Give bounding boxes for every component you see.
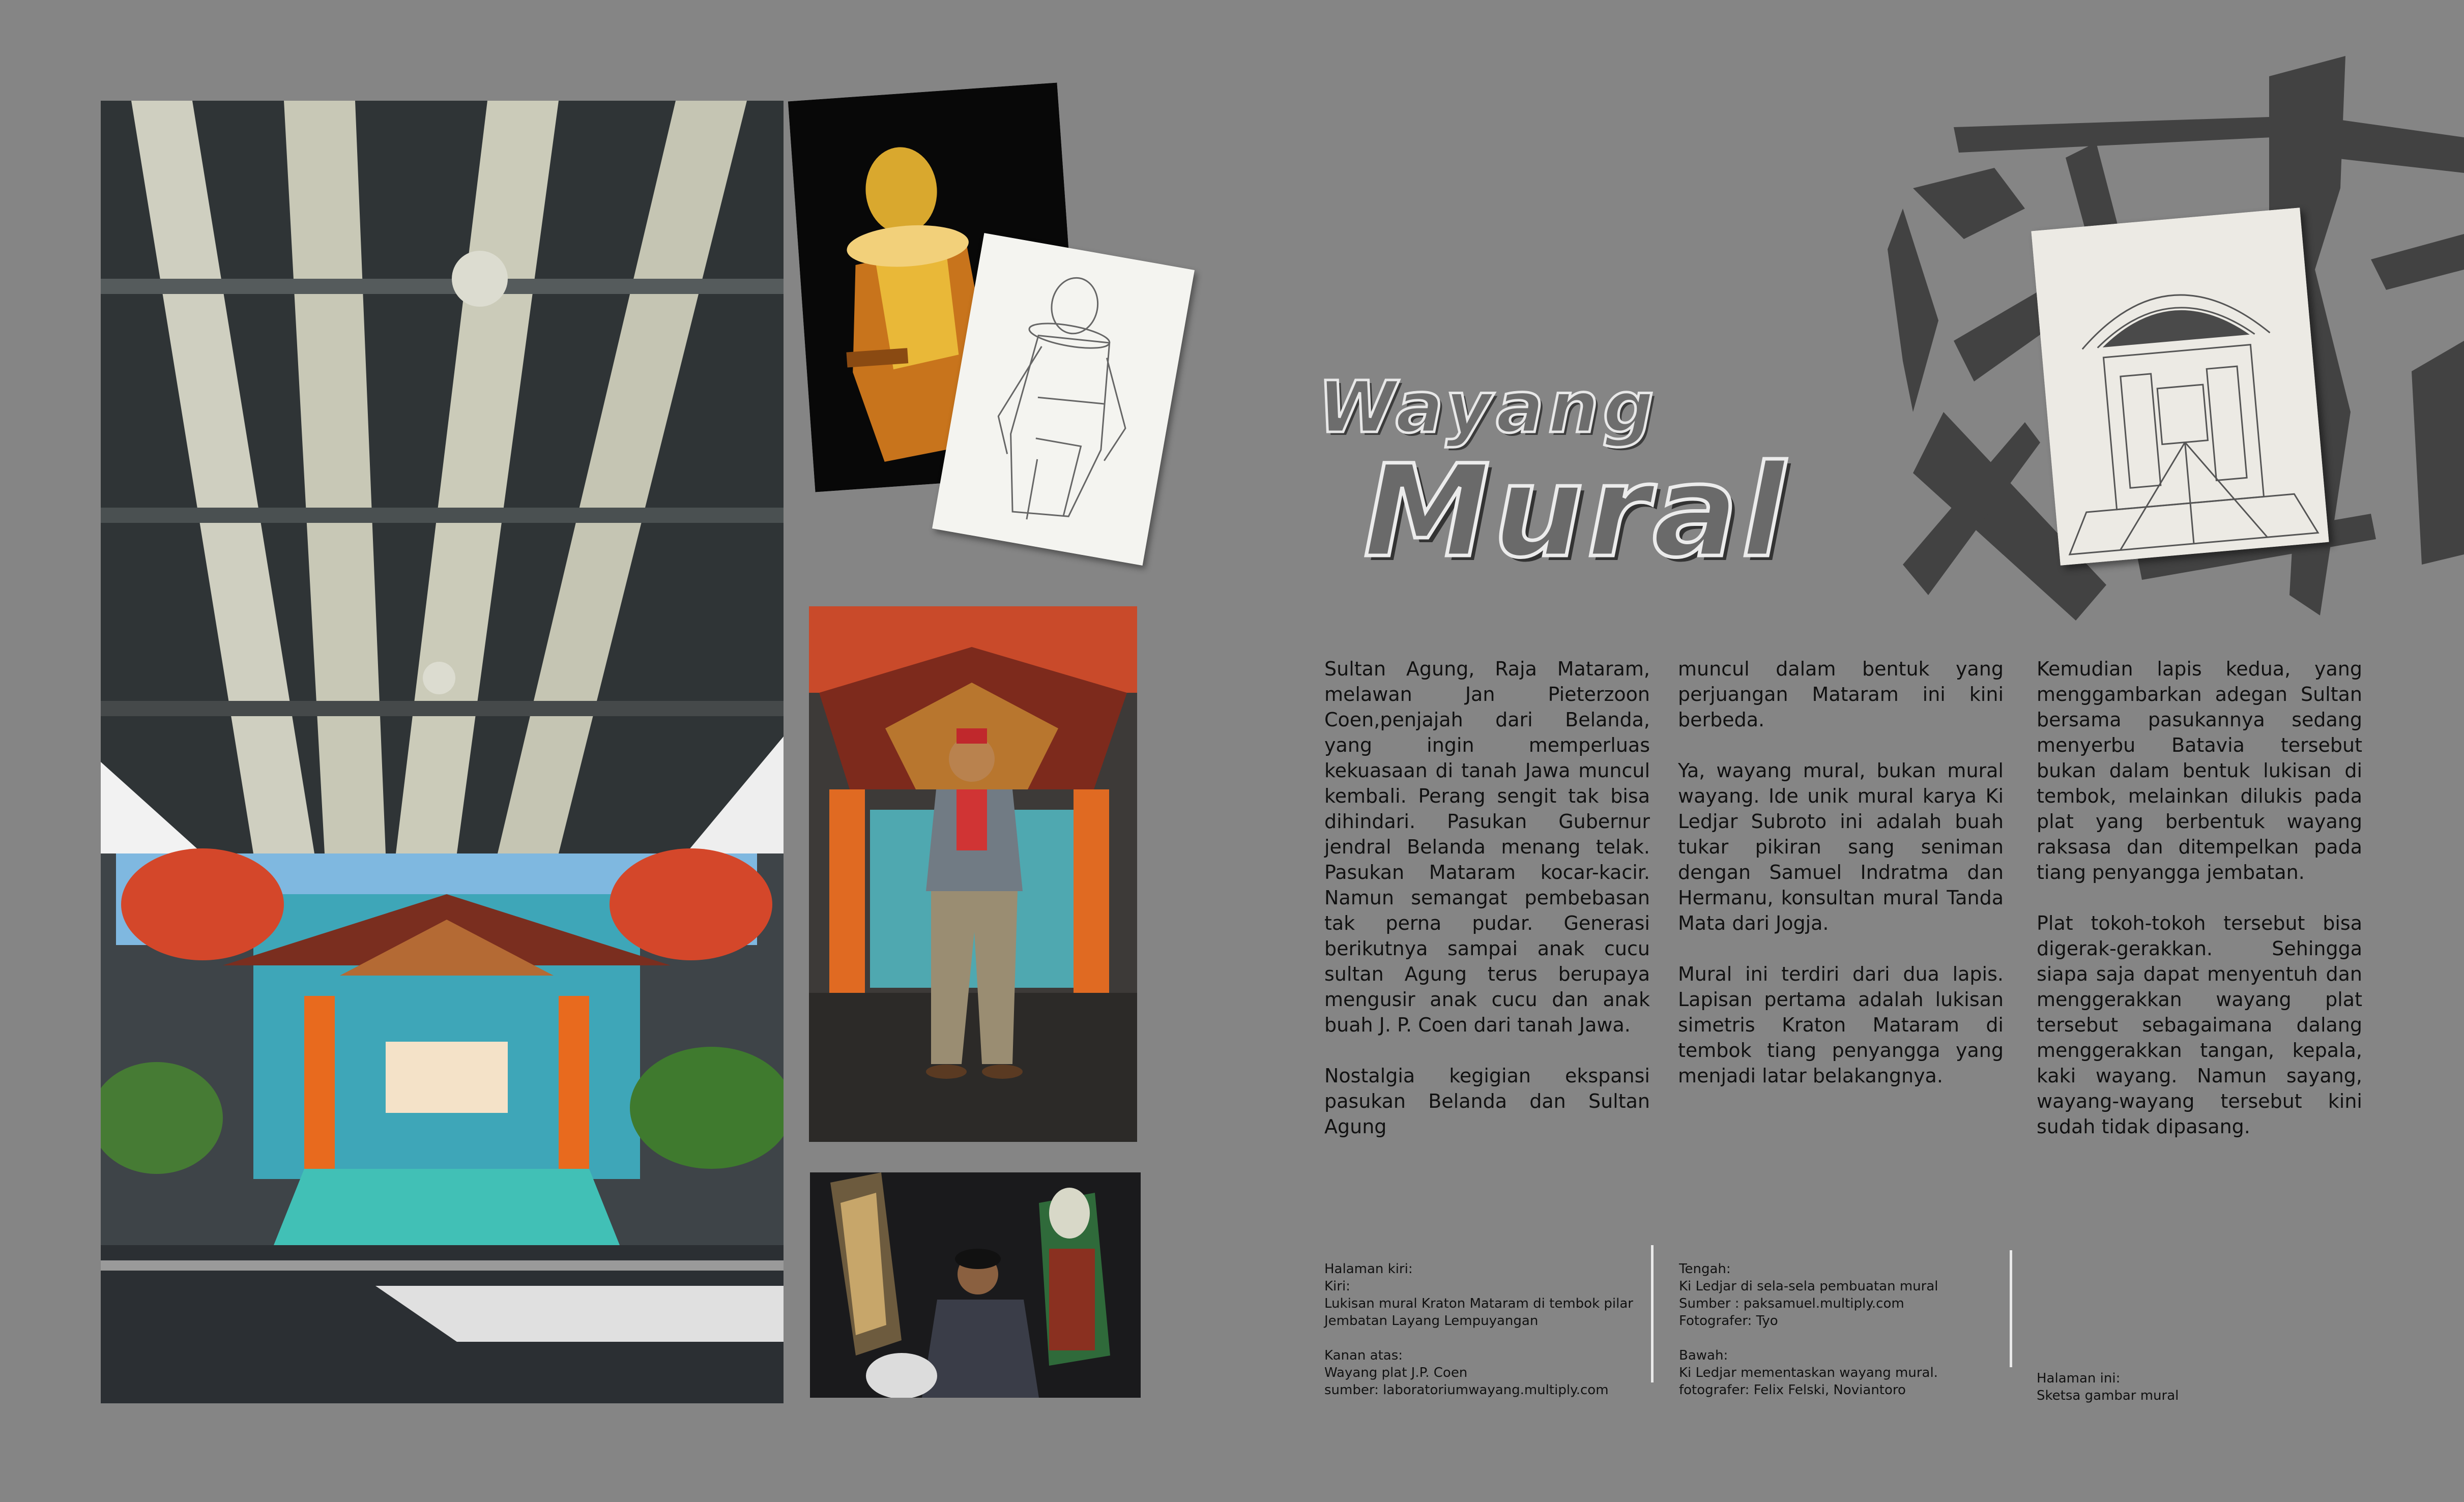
caption-line: Wayang plat J.P. Coen xyxy=(1324,1365,1468,1380)
caption-line: Tengah: xyxy=(1679,1261,1731,1277)
text-column-2 xyxy=(1678,656,2004,1114)
caption-line: Halaman ini: xyxy=(2037,1371,2121,1386)
text-column-1 xyxy=(1324,656,1650,1165)
paragraph: Nostalgia kegigian ekspansi pasukan Belanda dan Sultan Agung xyxy=(1324,1065,1650,1138)
title-mural: Mural xyxy=(1364,437,1788,585)
ki-ledjar-performing-photo xyxy=(810,1172,1141,1398)
caption-line: Jembatan Layang Lempuyangan xyxy=(1324,1313,1539,1329)
caption-middle xyxy=(1679,1260,2005,1416)
flyover-mural-photo xyxy=(101,101,784,1403)
ki-ledjar-mural-photo xyxy=(809,606,1137,1142)
caption-divider xyxy=(2010,1250,2012,1367)
caption-line: Ki Ledjar di sela-sela pembuatan mural xyxy=(1679,1279,1938,1294)
paragraph: Mural ini terdiri dari dua lapis. Lapisan pertama adalah lukisan simetris Kraton Mataram di tembok tiang penyangga yang menjadi latar belakangnya. xyxy=(1678,963,2004,1087)
caption-left-page xyxy=(1324,1260,1650,1416)
paragraph: Ya, wayang mural, bukan mural wayang. Ide unik mural karya Ki Ledjar Subroto ini adalah buah tukar pikiran sang seniman dengan Samuel Indratma dan Hermanu, konsultan mural Tanda Mata dari Jogja. xyxy=(1678,759,2004,934)
caption-line: sumber: laboratoriumwayang.multiply.com xyxy=(1324,1382,1609,1398)
paragraph: Plat tokoh-tokoh tersebut bisa digerak-gerakkan. Sehingga siapa saja dapat menyentuh dan menggerakkan wayang plat tersebut sebagaimana dalang menggerakkan tangan, kepala, kaki wayang. Namun sayang, wayang-wayang tersebut kini sudah tidak dipasang. xyxy=(2037,912,2362,1138)
caption-line: Ki Ledjar mementaskan wayang mural. xyxy=(1679,1365,1938,1380)
mural-sketch-photo xyxy=(2031,208,2329,566)
text-column-3 xyxy=(2037,656,2362,1165)
title-wayang: Wayang xyxy=(1318,366,1658,449)
caption-line: Sketsa gambar mural xyxy=(2037,1388,2179,1403)
caption-line: Halaman kiri: xyxy=(1324,1261,1413,1277)
paragraph: Sultan Agung, Raja Mataram, melawan Jan Pieterzoon Coen,penjajah dari Belanda, yang ingin memperluas kekuasaan di tanah Jawa muncul kembali. Perang sengit tak bisa dihindari. Pasukan Gubernur jendral Belanda menang telak. Pasukan Mataram kocar-kacir. Namun semangat pembebasan tak perna pudar. Generasi berikutnya sampai anak cucu sultan Agung terus berupaya mengusir anak cucu dan anak buah J. P. Coen dari tanah Jawa. xyxy=(1324,658,1650,1036)
caption-line: fotografer: Felix Felski, Noviantoro xyxy=(1679,1382,1906,1398)
caption-line: Bawah: xyxy=(1679,1348,1728,1363)
caption-line: Lukisan mural Kraton Mataram di tembok pilar xyxy=(1324,1296,1633,1311)
caption-line: Kanan atas: xyxy=(1324,1348,1403,1363)
caption-line: Fotografer: Tyo xyxy=(1679,1313,1778,1329)
caption-this-page xyxy=(2037,1370,2362,1422)
paragraph: muncul dalam bentuk yang perjuangan Mataram ini kini berbeda. xyxy=(1678,658,2004,731)
caption-line: Kiri: xyxy=(1324,1279,1350,1294)
caption-divider xyxy=(1651,1245,1654,1382)
caption-line: Sumber : paksamuel.multiply.com xyxy=(1679,1296,1904,1311)
paragraph: Kemudian lapis kedua, yang menggambarkan adegan Sultan bersama pasukannya sedang menyerbu Batavia tersebut bukan dalam bentuk lukisan di tembok, melainkan dilukis pada plat yang berbentuk wayang raksasa dan ditempelkan pada tiang penyangga jembatan. xyxy=(2037,658,2362,883)
